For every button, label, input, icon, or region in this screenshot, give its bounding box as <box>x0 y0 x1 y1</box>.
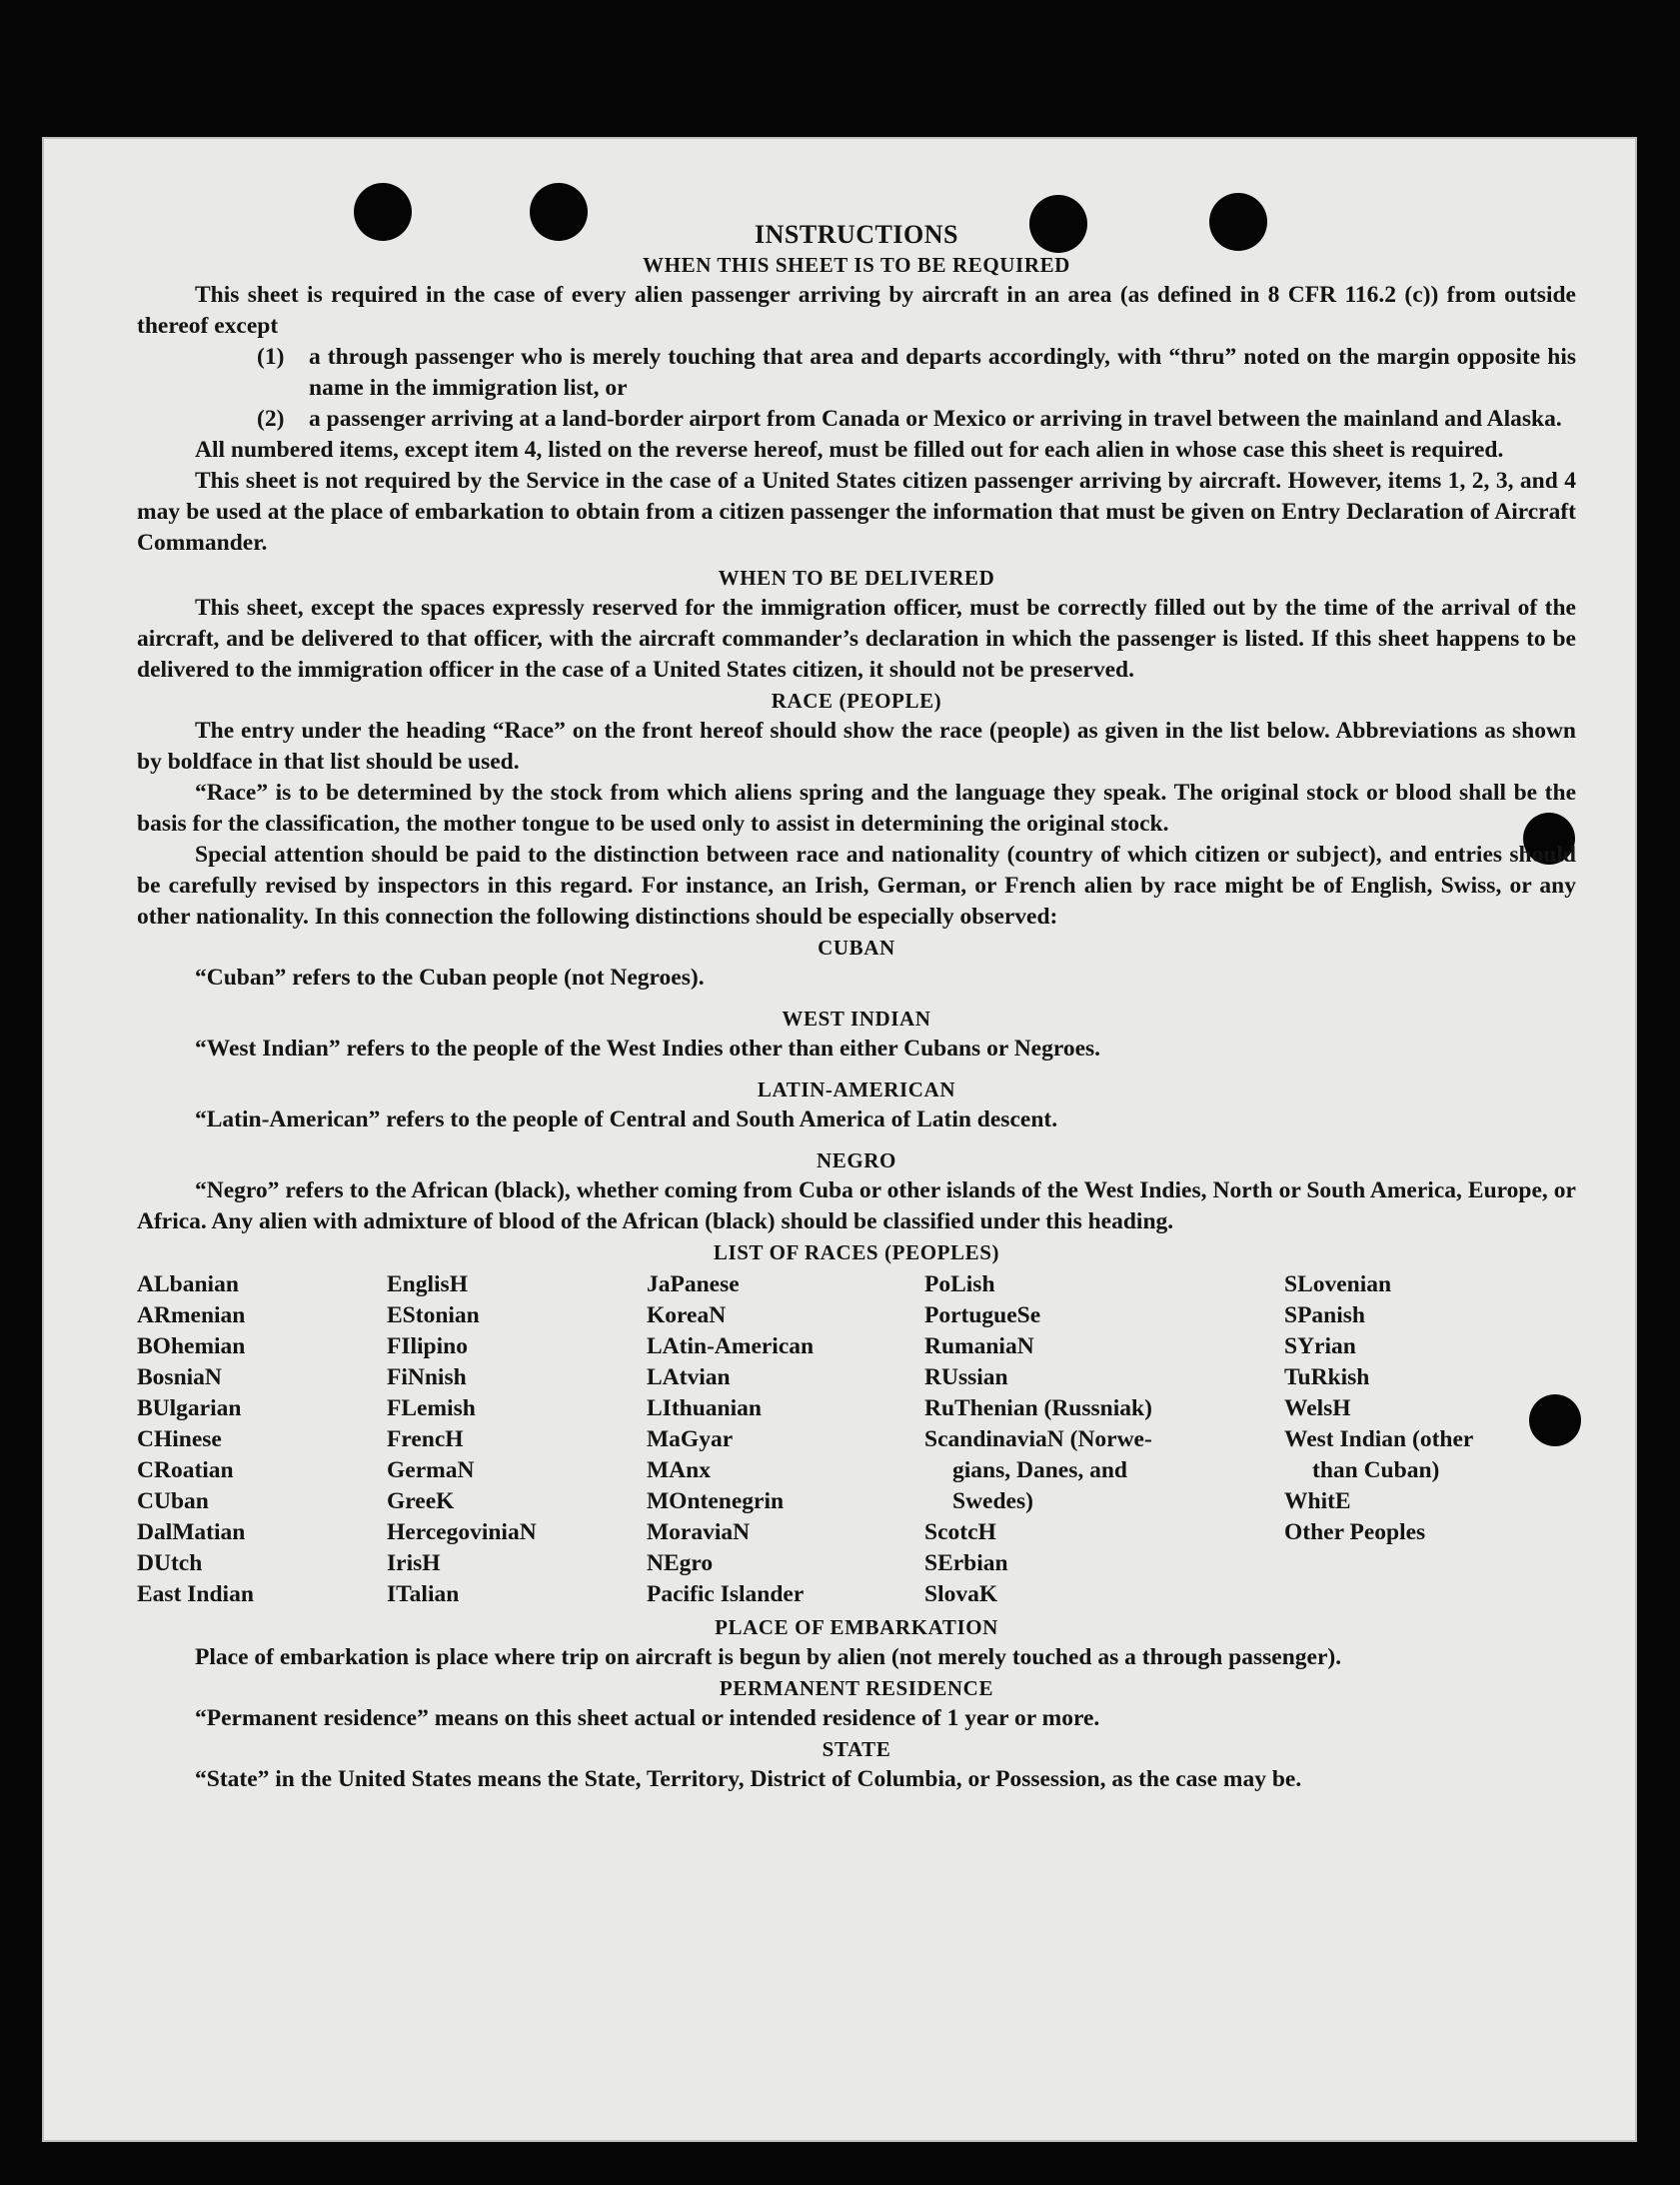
race-entry: LAtin-American <box>647 1333 815 1359</box>
paragraph: Place of embarkation is place where trip on aircraft is begun by alien (not merely touched as a through passenger). <box>195 1644 1342 1670</box>
race-entry: ITalian <box>387 1581 460 1607</box>
paragraph: This sheet, except the spaces expressly reserved for the immigration officer, must be correctly filled out by the time of the arrival of the aircraft, and be delivered to that officer, with the aircraft commander’s declaration in which the passenger is listed. If this sheet happens to be delivered to the immigration officer in the case of a United States citizen, it should not be preserved. <box>137 595 1576 683</box>
race-entry: CRoatian <box>137 1457 234 1483</box>
list-item <box>137 404 1576 435</box>
race-entry: SlovaK <box>924 1581 998 1607</box>
race-entry: BOhemian <box>137 1333 246 1359</box>
race-entry: GreeK <box>387 1488 455 1514</box>
race-entry: ALbanian <box>137 1271 239 1297</box>
races-list <box>137 1269 1576 1610</box>
race-entry: ScotcH <box>924 1519 996 1545</box>
heading-latin-american: LATIN-AMERICAN <box>757 1078 956 1101</box>
paragraph: “Permanent residence” means on this sheet actual or intended residence of 1 year or more. <box>195 1705 1100 1731</box>
race-entry: EStonian <box>387 1302 480 1328</box>
heading-residence: PERMANENT RESIDENCE <box>719 1676 994 1700</box>
instructions-body <box>137 219 1576 1795</box>
paragraph: “Latin-American” refers to the people of Central and South America of Latin descent. <box>195 1106 1058 1132</box>
race-entry: MOntenegrin <box>647 1488 785 1514</box>
race-entry: CHinese <box>137 1426 222 1452</box>
heading-west-indian: WEST INDIAN <box>782 1007 931 1031</box>
race-entry: FIlipino <box>387 1333 468 1359</box>
race-entry: SErbian <box>924 1550 1008 1576</box>
race-entry: gians, Danes, and <box>952 1457 1127 1483</box>
paragraph: Special attention should be paid to the distinction between race and nationality (country of which citizen or subject), and entries should be carefully revised by inspectors in this regard. For instance, an Irish, German, or French alien by race might be of English, Swiss, or any other nationality. In this connection the following distinctions should be especially observed: <box>137 842 1576 930</box>
paragraph: The entry under the heading “Race” on the front hereof should show the race (people) as given in the list below. Abbreviations as shown by boldface in that list should be used. <box>137 718 1576 775</box>
races-column <box>647 1269 924 1610</box>
item-number: (1) <box>257 344 285 370</box>
document-page <box>42 137 1637 2142</box>
race-entry: GermaN <box>387 1457 475 1483</box>
paragraph: “Negro” refers to the African (black), whether coming from Cuba or other islands of the West Indies, North or South America, Europe, or Africa. Any alien with admixture of blood of the African (black) should be classified under this heading. <box>137 1177 1576 1234</box>
race-entry: JaPanese <box>647 1271 740 1297</box>
race-entry: LIthuanian <box>647 1395 762 1421</box>
races-column <box>387 1269 647 1610</box>
race-entry: MoraviaN <box>647 1519 751 1545</box>
race-entry: WhitE <box>1284 1488 1351 1514</box>
race-entry: NEgro <box>647 1550 714 1576</box>
race-entry: PortugueSe <box>924 1302 1041 1328</box>
race-entry: SLovenian <box>1284 1271 1392 1297</box>
races-column <box>137 1269 387 1610</box>
paragraph: “West Indian” refers to the people of the West Indies other than either Cubans or Negroes. <box>195 1036 1101 1062</box>
race-entry: CUban <box>137 1488 209 1514</box>
paragraph: “Cuban” refers to the Cuban people (not Negroes). <box>195 965 705 991</box>
race-entry: RUssian <box>924 1364 1008 1390</box>
race-entry: SYrian <box>1284 1333 1356 1359</box>
paragraph: All numbered items, except item 4, listed on the reverse hereof, must be filled out for each alien in whose case this sheet is required. <box>195 437 1504 463</box>
race-entry: HercegoviniaN <box>387 1519 537 1545</box>
race-entry: Pacific Islander <box>647 1581 805 1607</box>
heading-embarkation: PLACE OF EMBARKATION <box>715 1615 998 1639</box>
race-entry: Other Peoples <box>1284 1519 1426 1545</box>
race-entry: DUtch <box>137 1550 203 1576</box>
race-entry: DalMatian <box>137 1519 246 1545</box>
page-title: INSTRUCTIONS <box>755 220 958 249</box>
race-entry: SPanish <box>1284 1302 1365 1328</box>
race-entry: LAtvian <box>647 1364 731 1390</box>
item-text: a through passenger who is merely touching that area and departs accordingly, with “thru” noted on the margin opposite his name in the immigration list, or <box>309 344 1576 401</box>
race-entry: BUlgarian <box>137 1395 242 1421</box>
race-entry: WelsH <box>1284 1395 1351 1421</box>
race-entry: PoLish <box>924 1271 995 1297</box>
race-entry: KoreaN <box>647 1302 727 1328</box>
paragraph: “Race” is to be determined by the stock from which aliens spring and the language they speak. The original stock or blood shall be the basis for the classification, the mother tongue to be used only to assist in determining the original stock. <box>137 780 1576 837</box>
race-entry: RumaniaN <box>924 1333 1034 1359</box>
heading-race: RACE (PEOPLE) <box>771 689 942 713</box>
race-entry: FrencH <box>387 1426 464 1452</box>
paragraph: This sheet is not required by the Service in the case of a United States citizen passenger arriving by aircraft. However, items 1, 2, 3, and 4 may be used at the place of embarkation to obtain from a citizen passenger the information that must be given on Entry Declaration of Aircraft Commander. <box>137 468 1576 556</box>
race-entry: East Indian <box>137 1581 254 1607</box>
race-entry: than Cuban) <box>1312 1457 1440 1483</box>
item-text: a passenger arriving at a land-border airport from Canada or Mexico or arriving in travel between the mainland and Alaska. <box>309 406 1562 432</box>
race-entry: MaGyar <box>647 1426 734 1452</box>
race-entry: EnglisH <box>387 1271 468 1297</box>
heading-when-delivered: WHEN TO BE DELIVERED <box>718 566 995 590</box>
race-entry: Swedes) <box>952 1488 1033 1514</box>
paragraph: “State” in the United States means the State, Territory, District of Columbia, or Possession, as the case may be. <box>195 1766 1302 1792</box>
race-entry: RuThenian (Russniak) <box>924 1395 1152 1421</box>
race-entry: IrisH <box>387 1550 441 1576</box>
race-entry: ScandinaviaN (Norwe- <box>924 1426 1152 1452</box>
heading-list-of-races: LIST OF RACES (PEOPLES) <box>713 1240 1000 1264</box>
race-entry: West Indian (other <box>1284 1426 1474 1452</box>
heading-when-required: WHEN THIS SHEET IS TO BE REQUIRED <box>643 253 1070 277</box>
heading-cuban: CUBAN <box>818 936 895 960</box>
paragraph: This sheet is required in the case of every alien passenger arriving by aircraft in an area (as defined in 8 CFR 116.2 (c)) from outside thereof except <box>137 282 1576 339</box>
race-entry: TuRkish <box>1284 1364 1370 1390</box>
races-column <box>1284 1269 1576 1610</box>
race-entry: BosniaN <box>137 1364 222 1390</box>
list-item <box>137 342 1576 404</box>
race-entry: FLemish <box>387 1395 476 1421</box>
heading-negro: NEGRO <box>816 1148 896 1172</box>
heading-state: STATE <box>822 1737 891 1761</box>
item-number: (2) <box>257 406 285 432</box>
races-column <box>924 1269 1284 1610</box>
race-entry: MAnx <box>647 1457 711 1483</box>
race-entry: ARmenian <box>137 1302 246 1328</box>
race-entry: FiNnish <box>387 1364 467 1390</box>
